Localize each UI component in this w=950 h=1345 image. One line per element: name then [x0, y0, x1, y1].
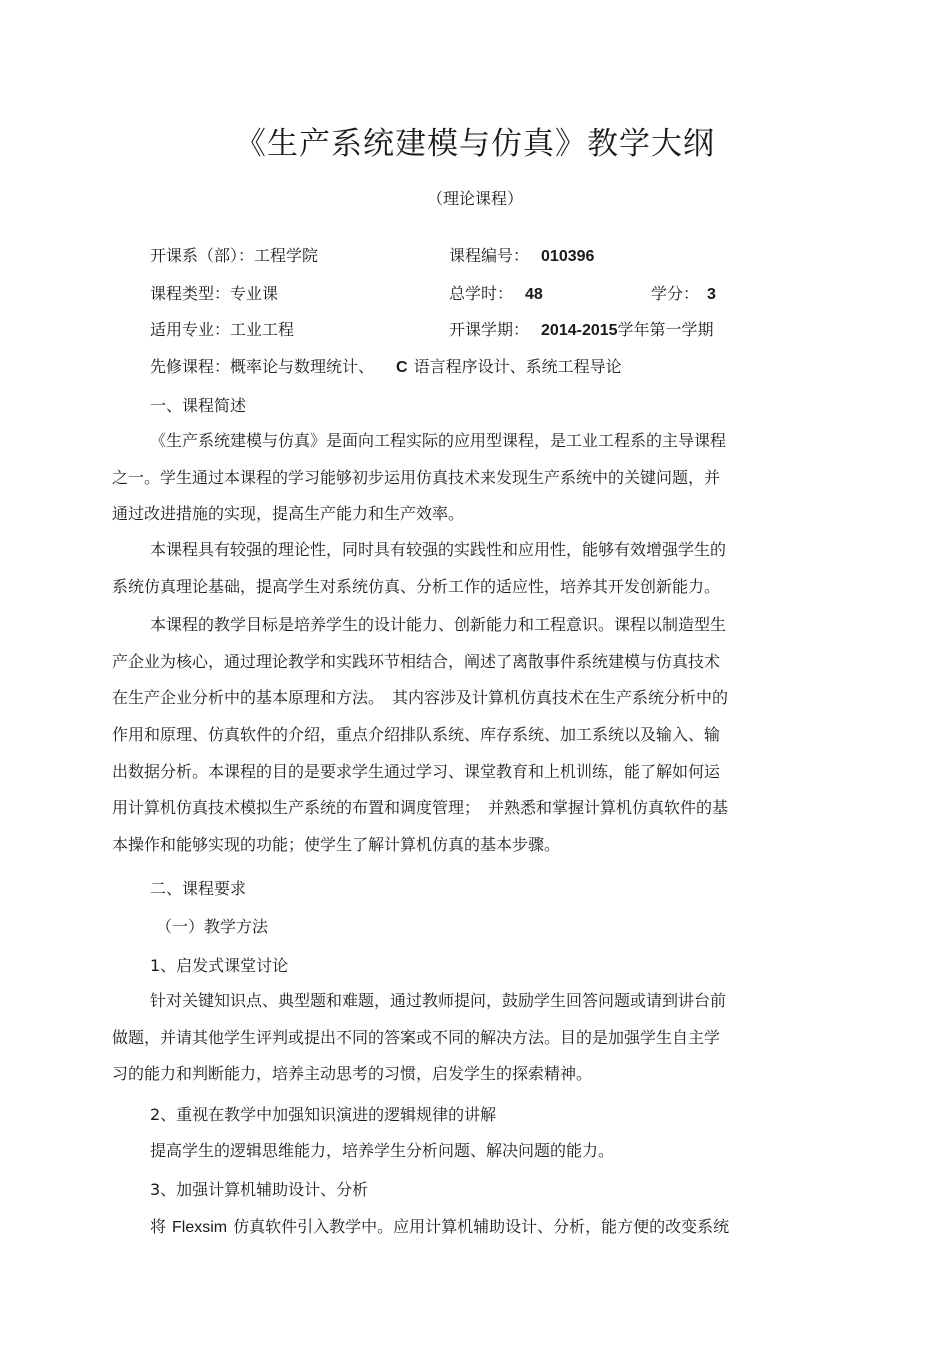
paragraph-overview-2: [112, 532, 820, 605]
course-type-label: 课程类型：: [150, 284, 231, 303]
paragraph-line: 本课程具有较强的理论性，同时具有较强的实践性和应用性，能够有效增强学生的: [150, 540, 727, 559]
total-hours-value: 48: [525, 286, 543, 303]
course-code-value: 010396: [541, 248, 595, 265]
paragraph-line: 本课程的教学目标是培养学生的设计能力、创新能力和工程意识。课程以制造型生: [150, 615, 727, 634]
course-code-field: [449, 243, 594, 266]
semester-label: 开课学期：: [449, 320, 530, 339]
item3-text-pre: 将: [150, 1217, 167, 1236]
major-field: [150, 317, 294, 340]
paragraph-line: 出数据分析。本课程的目的是要求学生通过学习、课堂教育和上机训练，能了解如何运: [112, 761, 721, 781]
item-heading-2: 2、重视在教学中加强知识演进的逻辑规律的讲解: [150, 1105, 497, 1124]
paragraph-overview-1: [112, 423, 820, 533]
prereq-part2: 语言程序设计、系统工程导论: [413, 357, 622, 376]
total-hours-field: [449, 281, 543, 304]
department-label: 开课系（部）：: [150, 246, 255, 265]
paragraph-line: 本操作和能够实现的功能；使学生了解计算机仿真的基本步骤。: [112, 835, 561, 855]
prerequisites-field: [150, 354, 622, 377]
credits-field: [651, 281, 716, 304]
paragraph-line: 用计算机仿真技术模拟生产系统的布置和调度管理； 并熟悉和掌握计算机仿真软件的基: [112, 798, 729, 818]
item-heading-1: 1、启发式课堂讨论: [150, 956, 289, 975]
section-heading-2: 二、课程要求: [150, 879, 247, 898]
course-code-label: 课程编号：: [449, 246, 530, 265]
department-value: 工程学院: [254, 246, 319, 265]
paragraph-line: 《生产系统建模与仿真》是面向工程实际的应用型课程，是工业工程系的主导课程: [150, 431, 727, 450]
major-value: 工业工程: [230, 320, 295, 339]
subsection-heading-teaching-methods: （一）教学方法: [156, 917, 269, 936]
paragraph-line: 作用和原理、仿真软件的介绍，重点介绍排队系统、库存系统、加工系统以及输入、输: [112, 725, 721, 745]
section-heading-1: 一、课程简述: [150, 396, 247, 415]
course-type-field: [150, 281, 278, 304]
paragraph-item-3: [150, 1214, 729, 1237]
software-name: Flexsim: [172, 1219, 228, 1236]
credits-value: 3: [707, 286, 716, 303]
paragraph-line: 针对关键知识点、典型题和难题，通过教师提问，鼓励学生回答问题或请到讲台前: [150, 991, 727, 1010]
paragraph-line: 产企业为核心，通过理论教学和实践环节相结合，阐述了离散事件系统建模与仿真技术: [112, 651, 721, 671]
prereq-part1: 概率论与数理统计、: [230, 357, 375, 376]
item3-text-post: 仿真软件引入教学中。应用计算机辅助设计、分析，能方便的改变系统: [233, 1217, 730, 1236]
page-title: 《生产系统建模与仿真》教学大纲: [235, 126, 715, 162]
paragraph-item-2: 提高学生的逻辑思维能力，培养学生分析问题、解决问题的能力。: [150, 1141, 615, 1160]
semester-field: [449, 317, 714, 340]
prereq-c: C: [396, 359, 408, 376]
paragraph-line: 通过改进措施的实现，提高生产能力和生产效率。: [112, 504, 465, 524]
semester-year: 2014-2015: [541, 322, 618, 339]
total-hours-label: 总学时：: [449, 284, 514, 303]
page-subtitle: （理论课程）: [426, 189, 523, 208]
paragraph-line: 习的能力和判断能力，培养主动思考的习惯，启发学生的探索精神。: [112, 1064, 593, 1084]
paragraph-line: 做题，并请其他学生评判或提出不同的答案或不同的解决方法。目的是加强学生自主学: [112, 1027, 721, 1047]
paragraph-line: 之一。学生通过本课程的学习能够初步运用仿真技术来发现生产系统中的关键问题，并: [112, 467, 721, 487]
major-label: 适用专业：: [150, 320, 231, 339]
credits-label: 学分：: [651, 284, 700, 303]
prereq-label: 先修课程：: [150, 357, 231, 376]
paragraph-overview-3: [112, 607, 820, 864]
paragraph-line: 系统仿真理论基础，提高学生对系统仿真、分析工作的适应性，培养其开发创新能力。: [112, 576, 721, 596]
paragraph-item-1: [112, 983, 820, 1093]
paragraph-line: 在生产企业分析中的基本原理和方法。 其内容涉及计算机仿真技术在生产系统分析中的: [112, 688, 729, 708]
department-field: [150, 243, 318, 266]
course-type-value: 专业课: [230, 284, 279, 303]
item-heading-3: 3、加强计算机辅助设计、分析: [150, 1180, 369, 1199]
semester-rest: 学年第一学期: [617, 320, 714, 339]
